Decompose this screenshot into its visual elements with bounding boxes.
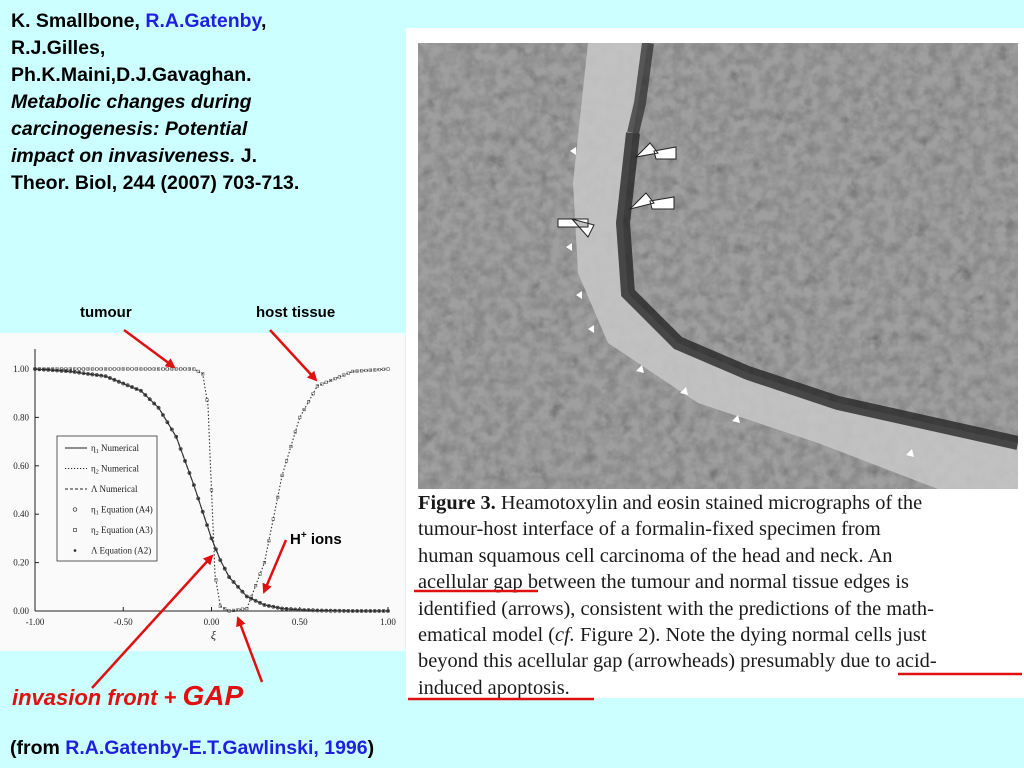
h-ions-text: H	[290, 531, 301, 548]
legend-entry: $\eta_1$ Equation (A4)	[91, 504, 153, 517]
data-point	[369, 610, 371, 612]
data-point	[219, 559, 221, 561]
data-point	[224, 568, 226, 570]
caption-text: Heamotoxylin and eosin stained micrographs of the	[495, 492, 923, 514]
plot-legend	[57, 436, 157, 561]
legend-entry: Λ Numerical	[91, 484, 138, 494]
data-point	[153, 402, 155, 404]
caption-acellular-gap: acellular gap	[418, 571, 523, 594]
data-point	[65, 370, 67, 372]
micrograph-drawing	[418, 43, 1018, 489]
data-point	[330, 610, 332, 612]
data-point	[228, 576, 230, 578]
data-point	[334, 610, 336, 612]
gap-text: GAP	[182, 680, 244, 711]
data-point	[356, 610, 358, 612]
data-point	[74, 371, 76, 373]
data-point	[312, 609, 314, 611]
data-point	[343, 610, 345, 612]
data-point	[316, 609, 318, 611]
data-point	[347, 610, 349, 612]
data-point	[109, 377, 111, 379]
figure-caption	[418, 490, 1010, 701]
data-point	[105, 375, 107, 377]
data-point	[43, 369, 45, 371]
data-point	[259, 602, 261, 604]
x-axis-label: ξ	[210, 628, 217, 642]
data-point	[232, 581, 234, 583]
h-ions-sup: +	[300, 530, 307, 541]
legend-entry: $\eta_2$ Numerical	[91, 463, 139, 476]
data-point	[166, 421, 168, 423]
caption-text: identified (arrows), consistent with the predictions of the math-	[418, 597, 934, 620]
data-point	[197, 497, 199, 499]
x-tick-label: -1.00	[25, 617, 45, 627]
data-point	[215, 548, 217, 550]
data-point	[307, 609, 309, 611]
invasion-front-text: invasion front +	[12, 685, 183, 710]
legend-entry: Λ Equation (A2)	[91, 545, 152, 556]
caption-text: induced apoptosis.	[418, 676, 570, 699]
data-point	[303, 609, 305, 611]
data-point	[294, 608, 296, 610]
caption-text: human squamous cell carcinoma of the head and neck. An	[418, 544, 893, 567]
citation-author: K. Smallbone,	[11, 10, 140, 32]
data-point	[171, 428, 173, 430]
tumour-label: tumour	[80, 304, 132, 321]
data-point	[272, 606, 274, 608]
data-point	[277, 607, 279, 609]
y-tick-label: 0.80	[13, 412, 29, 423]
y-tick-label: 0.40	[13, 509, 29, 520]
legend-box	[57, 436, 157, 561]
data-point	[52, 369, 54, 371]
data-point	[157, 407, 159, 409]
invasion-front-label	[12, 680, 243, 712]
data-point	[184, 460, 186, 462]
data-point	[268, 605, 270, 607]
data-point	[131, 368, 134, 371]
y-tick-label: 0.20	[13, 557, 29, 568]
citation-title: impact on invasiveness.	[11, 145, 236, 167]
data-point	[140, 390, 142, 392]
x-tick-label: 0.00	[203, 617, 220, 627]
h-ions-suffix: ions	[306, 531, 342, 548]
data-point	[135, 388, 137, 390]
x-tick-label: 1.00	[380, 617, 396, 627]
data-point	[60, 370, 62, 372]
data-point	[193, 484, 195, 486]
data-point	[100, 375, 102, 377]
data-point	[352, 610, 354, 612]
data-point	[87, 373, 89, 375]
data-point	[149, 398, 151, 400]
data-point	[82, 372, 84, 374]
data-point	[290, 608, 292, 610]
h-ions-label	[290, 530, 342, 548]
caption-text: ematical model (	[418, 624, 556, 647]
x-tick-label: 0.50	[291, 617, 308, 627]
citation	[11, 8, 396, 197]
data-point	[246, 595, 248, 597]
data-point	[365, 610, 367, 612]
data-point	[325, 610, 327, 612]
caption-text: tumour-host interface of a formalin-fixed specimen from	[418, 518, 881, 541]
citation-journal: Theor. Biol, 244 (2007) 703-713.	[11, 172, 300, 194]
caption-text: Figure 2). Note the dying normal cells just	[574, 624, 927, 647]
citation-authors-rest: Ph.K.Maini,D.J.Gavaghan.	[11, 64, 252, 86]
data-point	[360, 610, 362, 612]
data-point	[206, 524, 208, 526]
data-point	[113, 379, 115, 381]
data-point	[241, 591, 243, 593]
data-point	[180, 448, 182, 450]
legend-point-marker	[74, 549, 77, 552]
host-tissue-label: host tissue	[256, 304, 336, 321]
citation-title: carcinogenesis: Potential	[11, 118, 248, 140]
figure-number: Figure 3.	[418, 492, 496, 514]
micrograph-image	[418, 43, 1018, 489]
data-point	[96, 374, 98, 376]
data-point	[374, 610, 376, 612]
data-point	[250, 597, 252, 599]
data-point	[78, 372, 80, 374]
y-tick-label: 0.60	[13, 460, 29, 471]
model-plot	[0, 333, 405, 651]
source-reference: R.A.Gatenby-E.T.Gawlinski, 1996	[65, 737, 368, 759]
data-point	[175, 436, 177, 438]
x-tick-label: -0.50	[113, 617, 133, 627]
data-point	[47, 369, 49, 371]
data-point	[210, 537, 212, 539]
data-point	[56, 369, 58, 371]
citation-highlight-author: R.A.Gatenby	[145, 10, 261, 32]
data-point	[122, 382, 124, 384]
legend-entry: $\eta_2$ Equation (A3)	[91, 525, 153, 537]
data-point	[162, 414, 164, 416]
citation-comma: ,	[260, 10, 267, 32]
caption-text: between the tumour and normal tissue edges is	[522, 571, 909, 594]
data-point	[127, 384, 129, 386]
citation-authors-rest: R.J.Gilles,	[11, 37, 106, 59]
figure-panel	[406, 28, 1024, 698]
data-point	[281, 607, 283, 609]
data-point	[131, 386, 133, 388]
data-point	[321, 609, 323, 611]
caption-cf: cf.	[555, 624, 575, 647]
citation-title: Metabolic changes during	[11, 91, 252, 113]
data-point	[285, 460, 288, 463]
data-point	[34, 368, 36, 370]
data-point	[113, 368, 116, 371]
data-point	[202, 511, 204, 513]
source-close: )	[367, 737, 375, 759]
caption-text: beyond this acellular gap (arrowheads) presumably due to acid-	[418, 650, 937, 673]
data-point	[144, 394, 146, 396]
data-point	[378, 610, 380, 612]
data-point	[382, 610, 384, 612]
data-point	[237, 586, 239, 588]
data-point	[69, 370, 71, 372]
data-point	[387, 610, 389, 612]
source-open: (from	[10, 737, 66, 759]
data-point	[255, 600, 257, 602]
data-point	[263, 604, 265, 606]
data-point	[272, 518, 275, 521]
legend-entry: $\eta_1$ Numerical	[91, 443, 139, 455]
data-point	[338, 610, 340, 612]
data-point	[91, 373, 93, 375]
data-point	[188, 472, 190, 474]
source-citation	[10, 737, 374, 760]
y-tick-label: 0.00	[13, 606, 29, 616]
data-point	[38, 368, 40, 370]
data-point	[118, 381, 120, 383]
data-point	[285, 608, 287, 610]
model-plot-panel	[0, 333, 405, 651]
data-point	[299, 609, 301, 611]
citation-journal: J.	[235, 145, 258, 167]
y-tick-label: 1.00	[13, 364, 29, 374]
